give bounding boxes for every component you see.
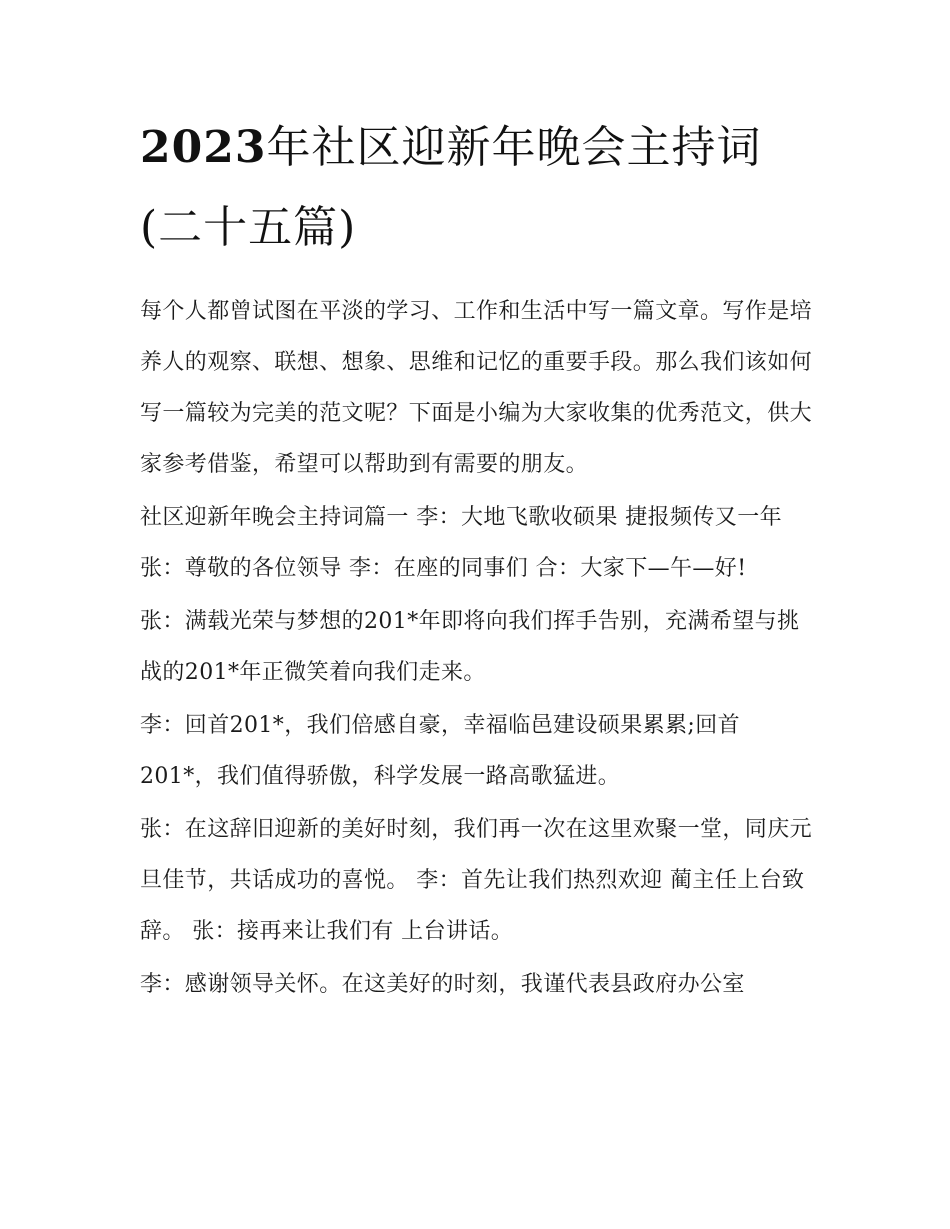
script-paragraph-1: 社区迎新年晚会主持词篇一 李：大地飞歌收硕果 捷报频传又一年 张：尊敬的各位领导 李：在座的同事们 合：大家下—午—好! xyxy=(140,505,782,581)
document-body xyxy=(140,108,812,1012)
intro-paragraph: 每个人都曾试图在平淡的学习、工作和生活中写一篇文章。写作是培养人的观察、联想、想象、思维和记忆的重要手段。那么我们该如何写一篇较为完美的范文呢？下面是小编为大家收集的优秀范文，供大家参考借鉴，希望可以帮助到有需要的朋友。 xyxy=(140,299,813,477)
script-paragraph-3: 李：回首201*，我们倍感自豪，幸福临邑建设硕果累累;回首201*，我们值得骄傲，科学发展一路高歌猛进。 xyxy=(140,713,741,789)
document-title xyxy=(140,108,812,268)
script-paragraph-4: 张：在这辞旧迎新的美好时刻，我们再一次在这里欢聚一堂，同庆元旦佳节，共话成功的喜悦。 李：首先让我们热烈欢迎 蔺主任上台致辞。 张：接再来让我们有 上台讲话。 xyxy=(140,817,813,944)
title-year: 2023 xyxy=(140,122,267,173)
title-text: 年社区迎新年晚会主持词(二十五篇) xyxy=(140,122,762,253)
script-paragraph-2: 张：满载光荣与梦想的201*年即将向我们挥手告别，充满希望与挑战的201*年正微笑着向我们走来。 xyxy=(140,609,800,685)
script-paragraph-5: 李：感谢领导关怀。在这美好的时刻，我谨代表县政府办公室 xyxy=(140,972,745,997)
